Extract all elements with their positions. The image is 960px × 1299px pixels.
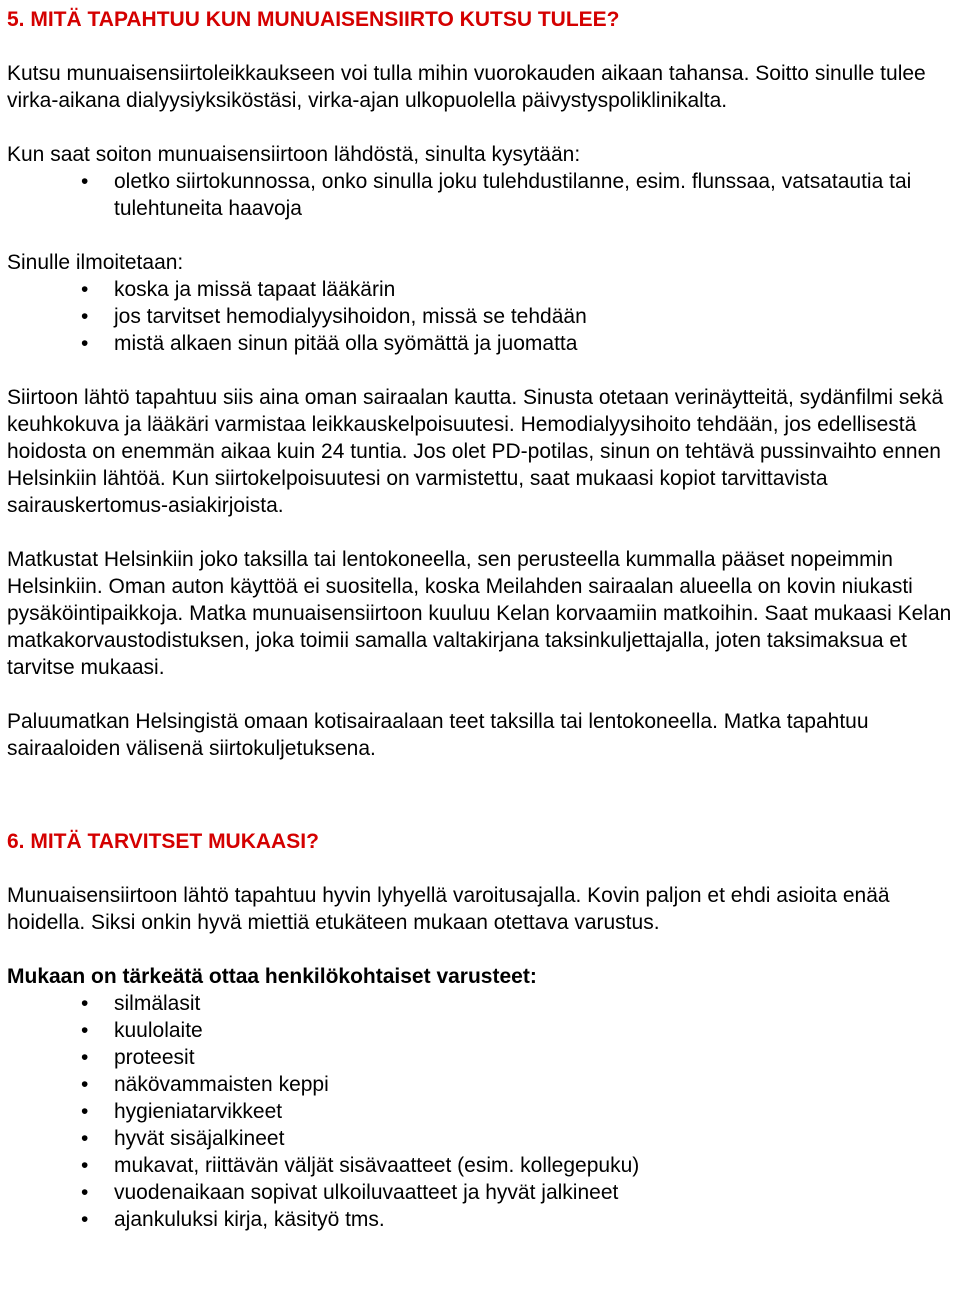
spacer [7, 222, 957, 249]
question-list [7, 168, 957, 222]
spacer [7, 519, 957, 546]
list-item-text: hygieniatarvikkeet [114, 1100, 283, 1123]
document-page [7, 6, 957, 1233]
list-item-text: mukavat, riittävän väljät sisävaatteet (esim. kollegepuku) [114, 1154, 640, 1177]
list-item-text: näkövammaisten keppi [114, 1073, 329, 1096]
spacer [7, 855, 957, 882]
bullet-icon: • [81, 332, 89, 355]
spacer [7, 357, 957, 384]
list-item-text: vuodenaikaan sopivat ulkoiluvaatteet ja hyvät jalkineet [114, 1181, 619, 1204]
list-item [7, 330, 957, 357]
bullet-icon: • [81, 1181, 89, 1204]
notice-list [7, 276, 957, 357]
list-item-text: kuulolaite [114, 1019, 203, 1042]
list-item [7, 990, 957, 1017]
list-item [7, 1071, 957, 1098]
list-item-text: proteesit [114, 1046, 195, 1069]
list-item [7, 1017, 957, 1044]
equipment-list-title: Mukaan on tärkeätä ottaa henkilökohtaiset varusteet: [7, 965, 537, 988]
list-item [7, 1044, 957, 1071]
spacer [7, 33, 957, 60]
section5-paragraph-4: Siirtoon lähtö tapahtuu siis aina oman sairaalan kautta. Sinusta otetaan verinäytteitä, sydänfilmi sekä keuhkokuva ja lääkäri varmistaa leikkauskelpoisuutesi. Hemodialyysihoito tehdään, jos edellisestä hoidosta on enemmän aikaa kuin 24 tuntia. Jos olet PD-potilas, sinun on tehtävä pussinvaihto ennen Helsinkiin lähtöä. Kun siirtokelpoisuutesi on varmistettu, saat mukaasi kopiot tarvittavista sairauskertomus-asiakirjoista. [7, 386, 944, 517]
spacer [7, 936, 957, 963]
list-item [7, 1152, 957, 1179]
bullet-icon: • [81, 1073, 89, 1096]
section6-heading: 6. MITÄ TARVITSET MUKAASI? [7, 830, 319, 853]
bullet-icon: • [81, 170, 89, 193]
bullet-icon: • [81, 1127, 89, 1150]
bullet-icon: • [81, 1208, 89, 1231]
list-item-text: mistä alkaen sinun pitää olla syömättä ja juomatta [114, 332, 578, 355]
list-item-text: jos tarvitset hemodialyysihoidon, missä se tehdään [114, 305, 587, 328]
bullet-icon: • [81, 1046, 89, 1069]
section5-notice-intro: Sinulle ilmoitetaan: [7, 251, 184, 274]
section6-paragraph-1: Munuaisensiirtoon lähtö tapahtuu hyvin lyhyellä varoitusajalla. Kovin paljon et ehdi asioita enää hoidella. Siksi onkin hyvä miettiä etukäteen mukaan otettava varustus. [7, 884, 890, 934]
list-item-text: silmälasit [114, 992, 201, 1015]
spacer [7, 762, 957, 828]
bullet-icon: • [81, 1100, 89, 1123]
list-item [7, 1206, 957, 1233]
list-item [7, 303, 957, 330]
list-item-text: koska ja missä tapaat lääkärin [114, 278, 396, 301]
spacer [7, 681, 957, 708]
bullet-icon: • [81, 278, 89, 301]
equipment-list [7, 990, 957, 1233]
list-item [7, 168, 957, 222]
bullet-icon: • [81, 1154, 89, 1177]
list-item-text: oletko siirtokunnossa, onko sinulla joku tulehdustilanne, esim. flunssaa, vatsatautia tai tulehtuneita haavoja [114, 170, 912, 220]
list-item-text: hyvät sisäjalkineet [114, 1127, 285, 1150]
list-item [7, 1098, 957, 1125]
section5-paragraph-5: Matkustat Helsinkiin joko taksilla tai lentokoneella, sen perusteella kummalla pääset nopeimmin Helsinkiin. Oman auton käyttöä ei suositella, koska Meilahden sairaalan alueella on kovin niukasti pysäköintipaikkoja. Matka munuaisensiirtoon kuuluu Kelan korvaamiin matkoihin. Saat mukaasi Kelan matkakorvaustodistuksen, joka toimii samalla valtakirjana taksinkuljettajalla, joten taksimaksua et tarvitse mukaasi. [7, 548, 952, 679]
spacer [7, 114, 957, 141]
list-item [7, 1125, 957, 1152]
section5-question-intro: Kun saat soiton munuaisensiirtoon lähdöstä, sinulta kysytään: [7, 143, 581, 166]
bullet-icon: • [81, 305, 89, 328]
section5-paragraph-1: Kutsu munuaisensiirtoleikkaukseen voi tulla mihin vuorokauden aikaan tahansa. Soitto sinulle tulee virka-aikana dialyysiyksiköstäsi, virka-ajan ulkopuolella päivystyspoliklinikalta. [7, 62, 926, 112]
section5-paragraph-6: Paluumatkan Helsingistä omaan kotisairaalaan teet taksilla tai lentokoneella. Matka tapahtuu sairaaloiden välisenä siirtokuljetuksena. [7, 710, 869, 760]
list-item [7, 276, 957, 303]
list-item [7, 1179, 957, 1206]
section5-heading: 5. MITÄ TAPAHTUU KUN MUNUAISENSIIRTO KUTSU TULEE? [7, 8, 620, 31]
list-item-text: ajankuluksi kirja, käsityö tms. [114, 1208, 385, 1231]
bullet-icon: • [81, 992, 89, 1015]
bullet-icon: • [81, 1019, 89, 1042]
